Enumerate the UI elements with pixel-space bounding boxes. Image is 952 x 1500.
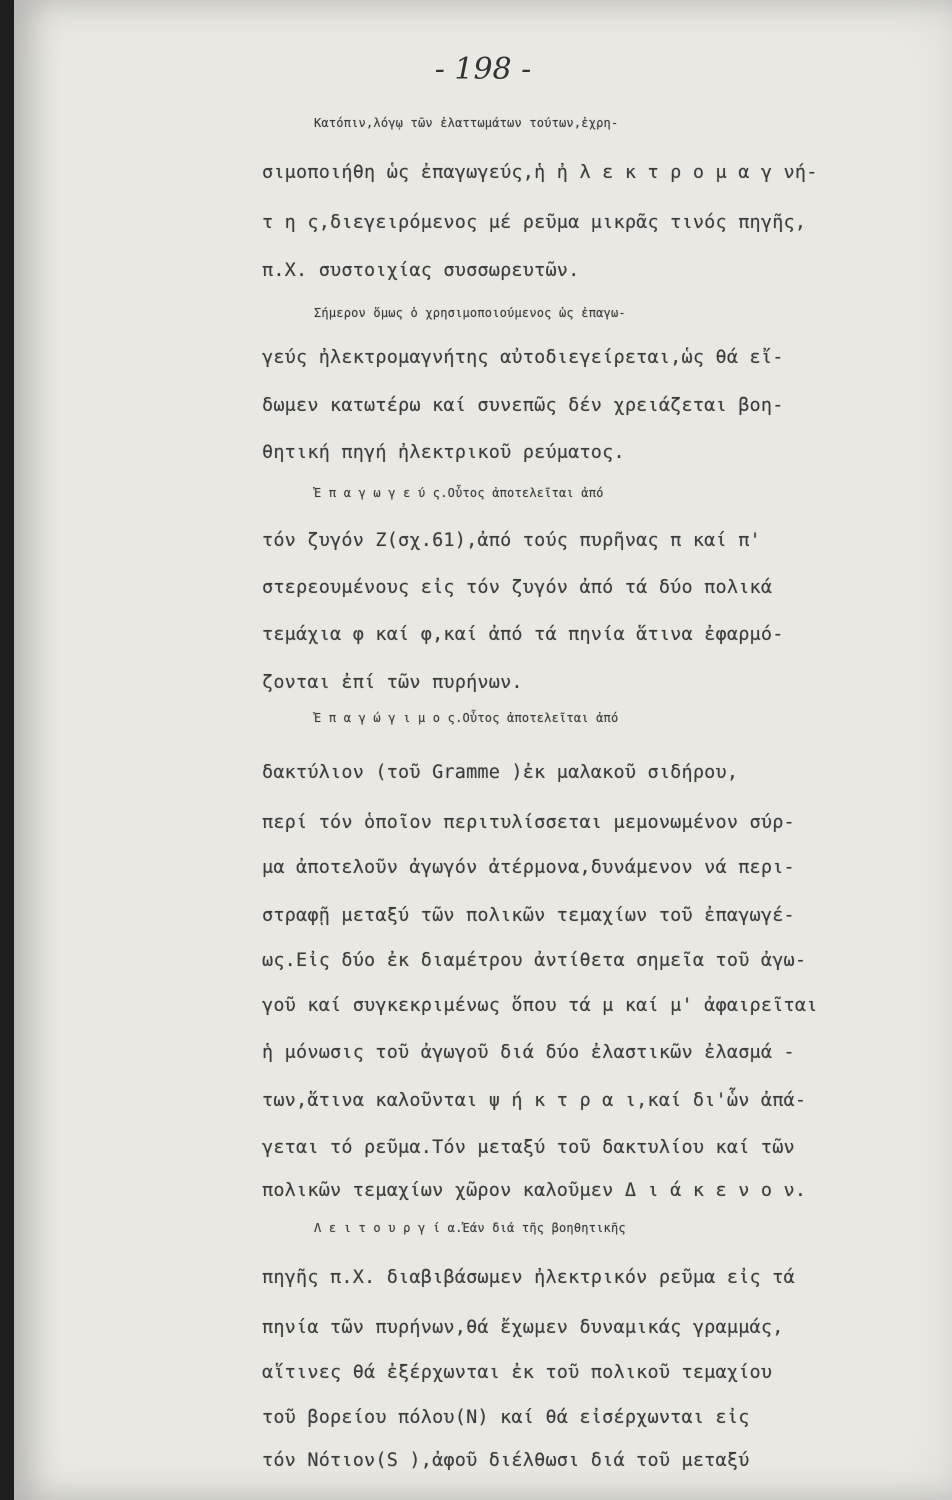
text-line: δακτύλιον (τοῦ Gramme )ἐκ μαλακοῦ σιδήρου, (262, 762, 739, 783)
text-line: τεμάχια φ καί φ,καί ἀπό τά πηνία ἅτινα ἐφαρμό- (262, 624, 784, 645)
document-page (14, 0, 952, 1500)
text-line: γεται τό ρεῦμα.Τόν μεταξύ τοῦ δακτυλίου καί τῶν (262, 1137, 795, 1158)
text-line: στερεουμένους εἰς τόν ζυγόν ἀπό τά δύο πολικά (262, 577, 773, 598)
text-line: Λ ε ι τ ο υ ρ γ ί α.Ἐάν διά τῆς βοηθητικῆς (314, 1221, 626, 1235)
text-line: τόν ζυγόν Ζ(σχ.61),ἀπό τούς πυρῆνας π καί π' (262, 530, 761, 551)
text-line: Κατόπιν,λόγῳ τῶν ἐλαττωμάτων τούτων,ἐχρη- (314, 116, 619, 130)
text-line: τ η ς,διεγειρόμενος μέ ρεῦμα μικρᾶς τινός πηγῆς, (262, 212, 807, 233)
text-line: ως.Εἰς δύο ἐκ διαμέτρου ἀντίθετα σημεῖα τοῦ ἀγω- (262, 950, 807, 971)
page-number: - 198 - (434, 52, 532, 87)
text-line: Ἐ π α γ ώ γ ι μ ο ς.Οὗτος ἀποτελεῖται ἀπό (314, 711, 619, 725)
text-line: γεύς ἠλεκτρομαγνήτης αὐτοδιεγείρεται,ὡς θά εἴ- (262, 347, 784, 368)
text-line: περί τόν ὁποῖον περιτυλίσσεται μεμονωμένον σύρ- (262, 812, 795, 833)
text-line: ζονται ἐπί τῶν πυρήνων. (262, 672, 523, 693)
text-line: π.Χ. συστοιχίας συσσωρευτῶν. (262, 260, 580, 281)
text-line: γοῦ καί συγκεκριμένως ὅπου τά μ καί μ' ἀφαιρεῖται (262, 995, 818, 1016)
text-line: πηγῆς π.Χ. διαβιβάσωμεν ἠλεκτρικόν ρεῦμα εἰς τά (262, 1267, 795, 1288)
text-line: τόν Νότιον(S ),ἀφοῦ διέλθωσι διά τοῦ μεταξύ (262, 1450, 750, 1471)
text-line: μα ἀποτελοῦν ἀγωγόν ἀτέρμονα,δυνάμενον νά περι- (262, 857, 795, 878)
text-line: δωμεν κατωτέρω καί συνεπῶς δέν χρειάζεται βοη- (262, 395, 784, 416)
text-line: τοῦ βορείου πόλου(Ν) καί θά εἰσέρχωνται εἰς (262, 1407, 750, 1428)
text-line: Σήμερον ὅμως ὁ χρησιμοποιούμενος ὡς ἐπαγω- (314, 306, 626, 320)
text-line: θητική πηγή ἠλεκτρικοῦ ρεύματος. (262, 442, 625, 463)
text-line: Ἐ π α γ ω γ ε ύ ς.Οὗτος ἀποτελεῖται ἀπό (314, 486, 604, 500)
text-line: σιμοποιήθη ὡς ἐπαγωγεύς,ἡ ἠ λ ε κ τ ρ ο μ α γ νή- (262, 162, 818, 183)
text-line: πολικῶν τεμαχίων χῶρον καλοῦμεν Δ ι ά κ ε ν ο ν. (262, 1180, 807, 1201)
text-line: πηνία τῶν πυρήνων,θά ἔχωμεν δυναμικάς γραμμάς, (262, 1317, 784, 1338)
text-line: ἡ μόνωσις τοῦ ἀγωγοῦ διά δύο ἐλαστικῶν ἐλασμά - (262, 1042, 795, 1063)
text-line: των,ἅτινα καλοῦνται ψ ή κ τ ρ α ι,καί δι'ὧν ἀπά- (262, 1090, 807, 1111)
text-line: αἵτινες θά ἐξέρχωνται ἐκ τοῦ πολικοῦ τεμαχίου (262, 1362, 773, 1383)
text-line: στραφῇ μεταξύ τῶν πολικῶν τεμαχίων τοῦ ἐπαγωγέ- (262, 905, 795, 926)
